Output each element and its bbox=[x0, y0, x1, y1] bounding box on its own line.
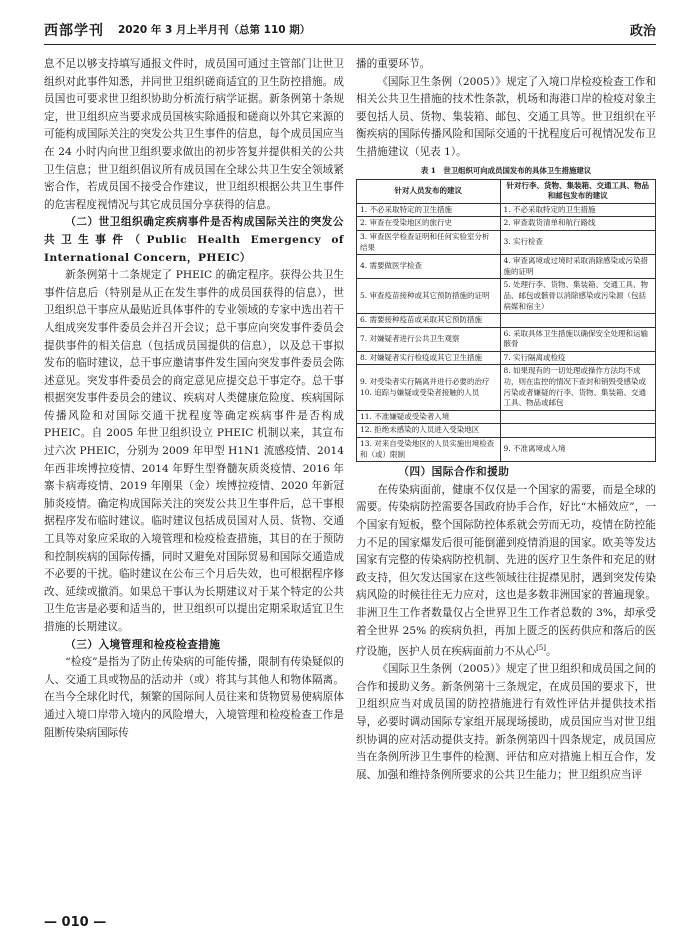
paragraph-text: 在传染病面前，健康不仅仅是一个国家的需要，而是全球的需要。传染病防控需要各国政府协手合作，好比“木桶效应”，一个国家有短板，整个国际防控体系就会劳而无功，疫情在防控能力不足的国家爆发后很可能倒灌到疫情消退的国家。欧美等发达国家有完整的传染病防控机制、先进的医疗卫生条件和充足的财政支持，但欠发达国家在这些领域往往捉襟见肘，遇到突发传染病风险的时候往往无力应对，这也是多数非洲国家的普遍现象。非洲卫生工作者数量仅占全世界卫生工作者总数的 3%，却承受着全世界 25% 的疾病负担，再加上匮乏的医药供应和落后的医疗设施，医护人员在疾病面前力不从心 bbox=[356, 483, 656, 658]
table-row bbox=[357, 438, 656, 462]
table-cell-goods: 6. 采取具体卫生措施以确保安全处理和运输骸骨 bbox=[500, 327, 655, 351]
table-cell-goods: 5. 处理行李、货物、集装箱、交通工具、物品、邮包或骸骨以消除感染或污染源（包括病媒和宿主） bbox=[500, 279, 655, 314]
paragraph: “检疫”是指为了防止传染病的可能传播，限制有传染疑似的人、交通工具或物品的活动并（或）将其与其他人和物体隔离。在当今全球化时代，频繁的国际间人员往来和货物贸易使病原体通过入境口岸带入境内的风险增大，入境管理和检疫检查工作是阻断传染病国际传 bbox=[44, 656, 344, 739]
section-name: 政治 bbox=[629, 24, 656, 39]
table-cell-goods: 3. 实行检查 bbox=[500, 230, 655, 254]
page-header bbox=[44, 14, 656, 45]
table-cell-goods bbox=[500, 410, 655, 424]
table-row bbox=[357, 365, 656, 410]
subsection-heading: （四）国际合作和援助 bbox=[398, 466, 510, 479]
table-body bbox=[357, 203, 656, 461]
table-cell-persons: 11. 不准嫌疑或受染者入境 bbox=[357, 410, 501, 424]
paragraph-end: 。 bbox=[546, 645, 557, 658]
table-row bbox=[357, 203, 656, 217]
table-cell-goods bbox=[500, 314, 655, 328]
table-row bbox=[357, 327, 656, 351]
table-row bbox=[357, 255, 656, 279]
table-row bbox=[357, 217, 656, 231]
table-cell-goods bbox=[500, 424, 655, 438]
table-cell-goods: 4. 审查离境或过境时采取消除感染或污染措施的证明 bbox=[500, 255, 655, 279]
paragraph: 播的重要环节。 bbox=[356, 58, 431, 70]
paragraph: 《国际卫生条例（2005）》规定了世卫组织和成员国之间的合作和援助义务。新条例第十三条规定，在成员国的要求下，世卫组织应当对成员国的防控措施进行有效性评估并提供技术指导，必要时调动国际专家组开展现场援助，成员国应当对世卫组织协调的应对活动提供支持。新条例第四十四条规定，成员国应当在条例所涉卫生事件的检测、评估和应对措施上相互合作，发展、加强和维持条例所要求的公共卫生能力；世卫组织应当评 bbox=[356, 663, 656, 781]
table-cell-goods: 8. 如果现有的一切处理或操作方法均不成功，则在监控的情况下查封和销毁受感染或污染或者嫌疑的行李、货物、集装箱、交通工具、物品或邮包 bbox=[500, 365, 655, 410]
table-cell-persons: 8. 对嫌疑者实行检疫或其它卫生措施 bbox=[357, 351, 501, 365]
left-column bbox=[44, 56, 344, 742]
subsection-heading: （三）入境管理和检疫检查措施 bbox=[65, 638, 221, 651]
table-row bbox=[357, 279, 656, 314]
paragraph: 《国际卫生条例（2005）》规定了入境口岸检疫检查工作和相关公共卫生措施的技术性条款，机场和海港口岸的检疫对象主要包括人员、货物、集装箱、邮包、交通工具等。世卫组织在平衡疾病的国际传播风险和国际交通的干扰程度后可视情况发布卫生措施建议（见表 1）。 bbox=[356, 75, 656, 158]
page-number: — 010 — bbox=[44, 915, 107, 930]
right-column bbox=[356, 56, 656, 784]
table-row bbox=[357, 351, 656, 365]
table-cell-goods: 7. 实行隔离或检疫 bbox=[500, 351, 655, 365]
table-cell-persons: 9. 对受染者实行隔离并进行必要的治疗 10. 追踪与嫌疑或受染者接触的人员 bbox=[357, 365, 501, 410]
table-header-row bbox=[357, 179, 656, 203]
table-cell-goods: 1. 不必采取特定的卫生措施 bbox=[500, 203, 655, 217]
table-row bbox=[357, 424, 656, 438]
table-cell-persons: 7. 对嫌疑者进行公共卫生观察 bbox=[357, 327, 501, 351]
paragraph: 息不足以够支持填写通报文件时，成员国可通过主管部门让世卫组织对此事件知悉，并同世卫组织磋商适宜的卫生防控措施。成员国也可要求世卫组织协助分析流行病学证据。新条例第十条规定，世卫组织应当要求成员国核实除通报和磋商以外其它来源的可能构成国际关注的突发公共卫生事件的信息，每个成员国应当在 24 小时内向世卫组织要求做出的初步答复并提供相关的公共卫生信息；世卫组织倡议所有成员国在全球公共卫生安全领域紧密合作，若成员国不接受合作建议，世卫组织根据公共卫生事件的危害程度视情况与其它成员国分享获得的信息。 bbox=[44, 58, 344, 211]
table-cell-persons: 12. 拒绝未感染的人员进入受染地区 bbox=[357, 424, 501, 438]
table-cell-persons: 3. 审查医学检查证明和任何实验室分析结果 bbox=[357, 230, 501, 254]
journal-brand: 西部学刊 bbox=[44, 23, 104, 39]
issue-info: 2020 年 3 月上半月刊（总第 110 期） bbox=[118, 24, 311, 36]
table-row bbox=[357, 230, 656, 254]
paragraph bbox=[356, 482, 656, 661]
table-cell-persons: 4. 需要做医学检查 bbox=[357, 255, 501, 279]
table-row bbox=[357, 410, 656, 424]
table-cell-persons: 1. 不必采取特定的卫生措施 bbox=[357, 203, 501, 217]
health-measures-table bbox=[356, 179, 656, 463]
paragraph: 新条例第十二条规定了 PHEIC 的确定程序。获得公共卫生事件信息后（特别是从正在发生事件的成员国获得的信息），世卫组织总干事应从最贴近具体事件的专业领域的专家中选出若干人组成突发事件委员会并召开会议；总干事应向突发事件委员会提供事件的相关信息（包括成员国提供的信息），以及总干事拟发布的临时建议，总干事应邀请事件发生国向突发事件委员会陈述意见。突发事件委员会的商定意见应提交总干事定夺。总干事根据突发事件委员会的建议、疾病对人类健康危险度、疾病国际传播风险和对国际交通干扰程度等确定疾病事件是否构成 PHEIC。自 2005 年世卫组织设立 PHEIC 机制以来，其宣布过六次 PHEIC，分别为 2009 年甲型 H1N1 流感疫情、2014 年西非埃博拉疫情、2014 年野生型脊髓灰质炎疫情、2016 年寨卡病毒疫情、2019 年刚果（金）埃博拉疫情、2020 年新冠肺炎疫情。确定构成国际关注的突发公共卫生事件后，总干事根据程序发布临时建议。临时建议包括成员国对人员、货物、交通工具等对象应采取的入境管理和检疫检查措施，其目的在于预防和控制疾病的国际传播，同时又避免对国际贸易和国际交通造成不必要的干扰。临时建议在公布三个月后失效，也可根据程序修改、延续或撤消。如果总干事认为长期建议对于某个特定的公共卫生危害是必要和适当的，世卫组织可以提出定期采取适宜卫生措施的长期建议。 bbox=[44, 269, 344, 633]
table-cell-persons: 2. 审查在受染地区的旅行史 bbox=[357, 217, 501, 231]
subsection-heading: （二）世卫组织确定疾病事件是否构成国际关注的突发公共卫生事件（Public Health Emergency of International Concern，PHEIC） bbox=[44, 216, 344, 264]
table-cell-persons: 6. 需要接种疫苗或采取其它预防措施 bbox=[357, 314, 501, 328]
table-cell-persons: 13. 对来自受染地区的人员实施出境检查和（或）限制 bbox=[357, 438, 501, 462]
table-row bbox=[357, 314, 656, 328]
table-caption: 表 1 世卫组织可向成员国发布的具体卫生措施建议 bbox=[420, 165, 592, 175]
table-cell-goods: 2. 审查载货清单和航行路线 bbox=[500, 217, 655, 231]
citation: [5] bbox=[536, 644, 547, 653]
table-header-goods: 针对行李、货物、集装箱、交通工具、物品和邮包发布的建议 bbox=[500, 179, 655, 203]
table-cell-goods: 9. 不准离境或入境 bbox=[500, 438, 655, 462]
table-header-persons: 针对人员发布的建议 bbox=[357, 179, 501, 203]
table-cell-persons: 5. 审查疫苗接种或其它预防措施的证明 bbox=[357, 279, 501, 314]
